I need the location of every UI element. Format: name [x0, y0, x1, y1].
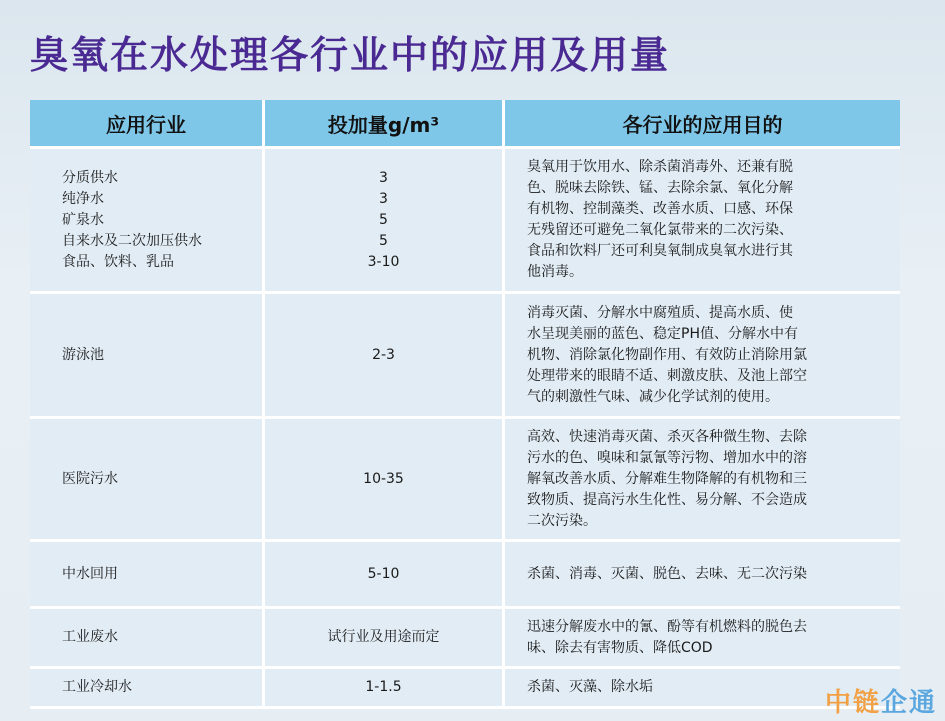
industry-cell — [30, 149, 265, 294]
table-row — [30, 609, 900, 669]
industry-name: 纯净水 — [62, 190, 104, 207]
dosage-value: 3-10 — [367, 253, 400, 270]
table-row — [30, 149, 900, 294]
dosage-value: 10-35 — [363, 470, 404, 487]
dosage-cell — [265, 419, 505, 542]
dosage-value: 3 — [379, 169, 388, 186]
dosage-cell — [265, 294, 505, 419]
ozone-application-table — [30, 100, 900, 709]
industry-name: 工业冷却水 — [62, 679, 132, 695]
industry-name: 自来水及二次加压供水 — [62, 232, 202, 249]
industry-cell — [30, 609, 265, 669]
industry-cell — [30, 669, 265, 709]
dosage-cell — [265, 669, 505, 709]
purpose-line: 臭氧用于饮用水、除杀菌消毒外、还兼有脱 — [527, 159, 793, 175]
industry-name: 分质供水 — [62, 169, 118, 186]
purpose-line: 处理带来的眼睛不适、刺激皮肤、及池上部空 — [527, 367, 807, 384]
header-industry: 应用行业 — [30, 100, 265, 149]
purpose-line: 无残留还可避免二氧化氯带来的二次污染、 — [527, 222, 793, 238]
table-row — [30, 294, 900, 419]
dosage-value: 2-3 — [372, 346, 395, 363]
dosage-value: 试行业及用途而定 — [327, 629, 440, 645]
purpose-line: 迅速分解废水中的氰、酚等有机燃料的脱色去 — [527, 618, 807, 635]
purpose-line: 气的刺激性气味、减少化学试剂的使用。 — [527, 388, 779, 405]
purpose-line: 杀菌、消毒、灭菌、脱色、去味、无二次污染 — [527, 565, 807, 582]
purpose-line: 污水的色、嗅味和氯氰等污物、增加水中的溶 — [527, 449, 807, 466]
industry-name: 医院污水 — [62, 470, 118, 487]
purpose-line: 机物、消除氯化物副作用、有效防止消除用氯 — [527, 346, 807, 363]
purpose-line: 色、脱味去除铁、锰、去除余氯、氧化分解 — [527, 180, 793, 196]
purpose-line: 味、除去有害物质、降低COD — [527, 639, 713, 656]
purpose-cell — [505, 294, 900, 419]
purpose-cell — [505, 149, 900, 294]
industry-name: 矿泉水 — [62, 211, 104, 228]
purpose-cell — [505, 542, 900, 609]
dosage-cell — [265, 542, 505, 609]
purpose-line: 他消毒。 — [527, 264, 583, 280]
purpose-line: 有机物、控制藻类、改善水质、口感、环保 — [527, 201, 793, 217]
dosage-value: 5-10 — [367, 565, 400, 582]
purpose-cell — [505, 419, 900, 542]
table-row — [30, 419, 900, 542]
table-row — [30, 669, 900, 709]
table-header-row — [30, 100, 900, 149]
purpose-line: 水呈现美丽的蓝色、稳定PH值、分解水中有 — [527, 325, 798, 342]
industry-name: 工业废水 — [62, 629, 118, 645]
dosage-cell — [265, 609, 505, 669]
purpose-line: 解氧改善水质、分解难生物降解的有机物和三 — [527, 470, 807, 487]
page-title: 臭氧在水处理各行业中的应用及用量 — [30, 33, 671, 77]
industry-name: 食品、饮料、乳品 — [62, 253, 174, 270]
industry-cell — [30, 419, 265, 542]
dosage-cell — [265, 149, 505, 294]
purpose-line: 致物质、提高污水生化性、易分解、不会造成 — [527, 491, 807, 508]
header-dosage: 投加量g/m³ — [265, 100, 505, 149]
industry-name: 中水回用 — [62, 565, 118, 582]
purpose-line: 杀菌、灭藻、除水垢 — [527, 679, 653, 695]
purpose-line: 消毒灭菌、分解水中腐殖质、提高水质、使 — [527, 304, 793, 321]
purpose-cell — [505, 609, 900, 669]
dosage-value: 5 — [379, 211, 388, 228]
table-body — [30, 149, 900, 709]
dosage-value: 3 — [379, 190, 388, 207]
header-purpose: 各行业的应用目的 — [505, 100, 900, 149]
watermark-logo: 中链企通 — [824, 688, 937, 718]
industry-name: 游泳池 — [62, 346, 104, 363]
purpose-line: 高效、快速消毒灭菌、杀灭各种微生物、去除 — [527, 428, 807, 445]
purpose-line: 食品和饮料厂还可利臭氧制成臭氧水进行其 — [527, 243, 793, 259]
industry-cell — [30, 294, 265, 419]
purpose-line: 二次污染。 — [527, 512, 597, 529]
dosage-value: 1-1.5 — [365, 679, 402, 695]
industry-cell — [30, 542, 265, 609]
dosage-value: 5 — [379, 232, 388, 249]
table-row — [30, 542, 900, 609]
